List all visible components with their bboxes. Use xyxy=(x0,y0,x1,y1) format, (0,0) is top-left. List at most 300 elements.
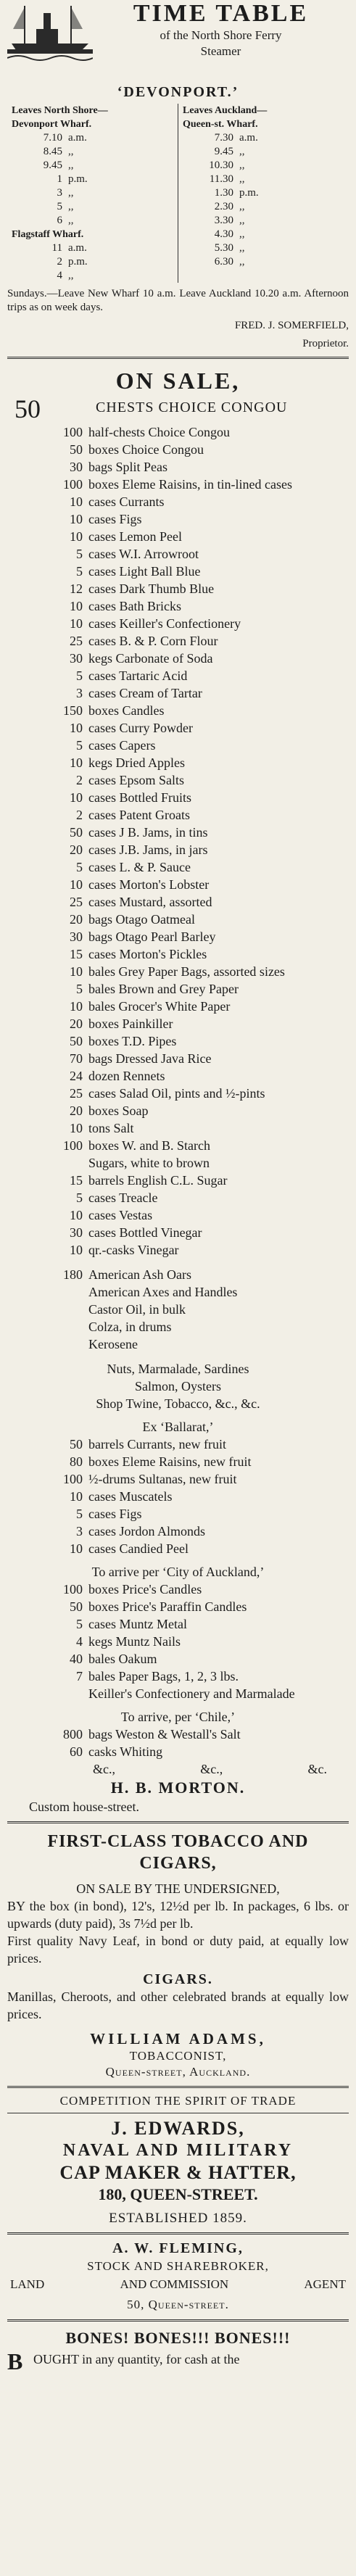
list-item xyxy=(7,1119,349,1137)
tobacconist-name: WILLIAM ADAMS, xyxy=(90,2030,266,2047)
timetable-row xyxy=(183,255,344,269)
merchant-address: Custom house-street. xyxy=(29,1800,139,1814)
item-quantity: 100 xyxy=(63,1582,83,1596)
item-quantity: 15 xyxy=(70,1173,83,1188)
departure-time: 4 xyxy=(57,270,62,281)
tobacco-paragraph: BY the box (in bond), 12's, 12½d per lb. In packages, 6 lbs. or upwards (duty paid), 3s 7½d per lb. xyxy=(7,1899,349,1931)
departure-time: 1.30 xyxy=(214,187,233,199)
item-quantity: 15 xyxy=(70,947,83,961)
list-item xyxy=(7,615,349,632)
item-quantity: 5 xyxy=(76,738,83,753)
goods-line: Nuts, Marmalade, Sardines xyxy=(107,1362,249,1376)
item-quantity: 100 xyxy=(63,1472,83,1486)
item-quantity: 50 xyxy=(70,825,83,840)
list-item xyxy=(7,528,349,545)
list-item xyxy=(7,980,349,998)
time-unit: ,, xyxy=(68,215,74,226)
departure-time: 11.30 xyxy=(209,173,233,185)
etc-line: &c., &c., &c. xyxy=(93,1762,327,1776)
departures-north-shore xyxy=(7,104,178,283)
list-item xyxy=(7,632,349,650)
time-unit: a.m. xyxy=(68,242,87,254)
hatter-name: J. EDWARDS, xyxy=(111,2118,245,2139)
item-quantity: 5 xyxy=(76,860,83,874)
item-description: bags Dressed Java Rice xyxy=(88,1051,212,1066)
tobacconist-address: Queen-street, Auckland. xyxy=(105,2065,251,2079)
list-item xyxy=(7,1650,349,1668)
item-quantity: 20 xyxy=(70,842,83,857)
item-description: cases W.I. Arrowroot xyxy=(88,547,199,561)
list-item xyxy=(7,597,349,615)
departure-time: 3 xyxy=(57,187,62,199)
list-item xyxy=(7,580,349,597)
departure-time: 10.30 xyxy=(209,160,233,171)
list-item xyxy=(7,1301,349,1318)
item-description: cases Bath Bricks xyxy=(88,599,181,613)
list-item xyxy=(7,1743,349,1760)
timetable-row xyxy=(12,145,173,159)
list-item xyxy=(7,1189,349,1206)
list-item xyxy=(7,719,349,737)
timetable-subtitle: of the North Shore Ferry xyxy=(160,28,282,42)
item-description: cases Patent Groats xyxy=(88,808,190,822)
hatter-line-2: CAP MAKER & HATTER, xyxy=(59,2162,297,2183)
list-item xyxy=(7,1470,349,1488)
item-quantity: 5 xyxy=(76,547,83,561)
item-quantity: 180 xyxy=(63,1267,83,1282)
timetable-row xyxy=(12,173,173,186)
item-quantity: 10 xyxy=(70,599,83,613)
timetable-row xyxy=(12,255,173,269)
item-description: cases Bottled Fruits xyxy=(88,790,191,805)
on-sale-ad xyxy=(7,368,349,1815)
item-description: boxes Price's Candles xyxy=(88,1582,202,1596)
item-description: cases Figs xyxy=(88,1507,142,1521)
item-description: cases Tartaric Acid xyxy=(88,668,188,683)
item-quantity: 5 xyxy=(76,1507,83,1521)
list-item xyxy=(7,1266,349,1283)
section-heading: To arrive per ‘City of Auckland,’ xyxy=(91,1565,265,1579)
item-description: bags Otago Oatmeal xyxy=(88,912,195,927)
time-unit: a.m. xyxy=(239,132,258,144)
item-quantity: 10 xyxy=(70,1208,83,1222)
list-item xyxy=(7,1436,349,1453)
time-unit: ,, xyxy=(239,160,245,171)
sunday-note: Sundays.—Leave New Wharf 10 a.m. Leave Auckland 10.20 a.m. Afternoon trips as on week days. xyxy=(7,288,349,313)
item-description: cases Treacle xyxy=(88,1190,158,1205)
item-description: cases Cream of Tartar xyxy=(88,686,202,700)
list-item xyxy=(7,1523,349,1540)
list-item xyxy=(7,1318,349,1335)
departure-time: 6.30 xyxy=(214,256,233,268)
time-unit: ,, xyxy=(239,242,245,254)
list-item xyxy=(7,476,349,493)
item-quantity: 10 xyxy=(70,964,83,979)
list-item xyxy=(7,1241,349,1259)
item-description: American Axes and Handles xyxy=(88,1285,238,1299)
list-item xyxy=(7,1615,349,1633)
list-item xyxy=(7,806,349,824)
item-description: cases Muscatels xyxy=(88,1489,173,1504)
list-item xyxy=(7,876,349,893)
item-description: Castor Oil, in bulk xyxy=(88,1302,186,1317)
established-year: ESTABLISHED 1859. xyxy=(109,2211,247,2226)
timetable-subtitle-2: Steamer xyxy=(200,44,241,58)
list-item xyxy=(7,1085,349,1102)
item-quantity: 10 xyxy=(70,1489,83,1504)
item-quantity: 150 xyxy=(63,703,83,718)
hatter-ad xyxy=(7,2094,349,2227)
timetable-row xyxy=(183,145,344,159)
list-item xyxy=(7,1154,349,1172)
item-description: cases Epsom Salts xyxy=(88,773,184,787)
item-description: cases Lemon Peel xyxy=(88,529,182,544)
sharebroker-ad xyxy=(7,2240,349,2314)
item-description: American Ash Oars xyxy=(88,1267,191,1282)
timetable-row xyxy=(183,131,344,145)
item-quantity: 50 xyxy=(70,442,83,457)
item-description: tons Salt xyxy=(88,1121,134,1135)
departure-time: 2 xyxy=(57,256,62,268)
list-item xyxy=(7,998,349,1015)
item-quantity: 10 xyxy=(70,877,83,892)
time-unit: p.m. xyxy=(68,256,88,268)
merchant-name: H. B. MORTON. xyxy=(110,1778,246,1797)
time-unit: ,, xyxy=(68,160,74,171)
item-quantity: 30 xyxy=(70,460,83,474)
bones-ad xyxy=(7,2329,349,2372)
item-description: cases Keiller's Confectionery xyxy=(88,616,241,631)
drop-cap: B xyxy=(7,2348,23,2374)
time-unit: ,, xyxy=(239,201,245,212)
item-quantity: 5 xyxy=(76,564,83,579)
tagline: COMPETITION THE SPIRIT OF TRADE xyxy=(59,2094,297,2108)
item-quantity: 80 xyxy=(70,1454,83,1469)
goods-line: Shop Twine, Tobacco, &c., &c. xyxy=(96,1396,260,1411)
list-item xyxy=(7,510,349,528)
column-header: Queen-st. Wharf. xyxy=(183,119,258,130)
cigars-heading: CIGARS. xyxy=(143,1971,213,1987)
item-description: cases Capers xyxy=(88,738,156,753)
timetable-row xyxy=(12,241,173,255)
item-quantity: 40 xyxy=(70,1652,83,1666)
proprietor-name: FRED. J. SOMERFIELD, xyxy=(234,320,349,331)
item-quantity: 7 xyxy=(76,1669,83,1683)
item-description: bales Brown and Grey Paper xyxy=(88,982,239,996)
time-unit: ,, xyxy=(68,146,74,157)
hatter-line-1: NAVAL AND MILITARY xyxy=(62,2141,294,2160)
list-item xyxy=(7,1172,349,1189)
departure-time: 8.45 xyxy=(43,146,62,157)
divider xyxy=(7,2086,349,2088)
steamship-icon xyxy=(7,0,93,65)
divider xyxy=(7,357,349,359)
item-description: cases B. & P. Corn Flour xyxy=(88,634,218,648)
item-description: bags Weston & Westall's Salt xyxy=(88,1727,241,1742)
item-quantity: 2 xyxy=(76,773,83,787)
item-description: cases Morton's Pickles xyxy=(88,947,207,961)
item-description: cases Morton's Lobster xyxy=(88,877,210,892)
broker-line-2: LAND AND COMMISSION AGENT xyxy=(10,2277,346,2291)
list-item: 50 CHESTS CHOICE CONGOU xyxy=(15,394,288,423)
item-description: cases Light Ball Blue xyxy=(88,564,201,579)
timetable-row xyxy=(183,214,344,228)
item-description: boxes Eleme Raisins, in tin-lined cases xyxy=(88,477,292,492)
item-description: boxes Candles xyxy=(88,703,165,718)
item-description: boxes Price's Paraffin Candles xyxy=(88,1599,247,1614)
list-item xyxy=(7,928,349,945)
list-item xyxy=(7,563,349,580)
list-item xyxy=(7,1032,349,1050)
item-quantity: 20 xyxy=(70,912,83,927)
list-item xyxy=(7,1067,349,1085)
item-quantity: 10 xyxy=(70,616,83,631)
item-description: Keiller's Confectionery and Marmalade xyxy=(88,1686,295,1701)
tobacco-heading: FIRST-CLASS TOBACCO AND CIGARS, xyxy=(47,1832,309,1873)
list-item xyxy=(7,1540,349,1557)
list-item xyxy=(7,1015,349,1032)
list-item xyxy=(7,1206,349,1224)
item-description: bales Paper Bags, 1, 2, 3 lbs. xyxy=(88,1669,239,1683)
timetable-row xyxy=(12,200,173,214)
item-description: cases Currants xyxy=(88,494,165,509)
item-quantity: 5 xyxy=(76,1617,83,1631)
item-description: boxes Choice Congou xyxy=(88,442,204,457)
timetable-row xyxy=(12,159,173,173)
list-item xyxy=(7,667,349,684)
departures-auckland xyxy=(178,104,349,283)
item-description: boxes Painkiller xyxy=(88,1016,173,1031)
list-item xyxy=(7,650,349,667)
item-quantity: 25 xyxy=(70,895,83,909)
ferry-timetable-ad xyxy=(7,0,349,351)
item-description: Colza, in drums xyxy=(88,1320,172,1334)
item-quantity: 30 xyxy=(70,929,83,944)
list-item xyxy=(7,858,349,876)
item-quantity: 20 xyxy=(70,1103,83,1118)
departure-time: 5.30 xyxy=(214,242,233,254)
item-quantity: 30 xyxy=(70,1225,83,1240)
item-description: cases Vestas xyxy=(88,1208,153,1222)
item-quantity: 25 xyxy=(70,634,83,648)
item-description: kegs Muntz Nails xyxy=(88,1634,181,1649)
column-header: Devonport Wharf. xyxy=(12,119,92,130)
time-unit: ,, xyxy=(239,228,245,240)
item-description: dozen Rennets xyxy=(88,1069,165,1083)
time-unit: p.m. xyxy=(68,173,88,185)
divider xyxy=(7,2232,349,2235)
list-item xyxy=(7,1598,349,1615)
tobacco-paragraph: First quality Navy Leaf, in bond or duty paid, at equally low prices. xyxy=(7,1934,349,1966)
time-unit: ,, xyxy=(239,173,245,185)
item-description: half-chests Choice Congou xyxy=(88,425,230,439)
item-quantity: 2 xyxy=(76,808,83,822)
departure-time: 1 xyxy=(57,173,62,185)
item-quantity: 30 xyxy=(70,651,83,666)
departure-time: 11 xyxy=(51,242,62,254)
time-unit: p.m. xyxy=(239,187,259,199)
item-quantity: 25 xyxy=(70,1086,83,1101)
proprietor-title: Proprietor. xyxy=(302,338,349,349)
list-item xyxy=(7,1505,349,1523)
time-unit: ,, xyxy=(68,187,74,199)
item-description: cases Dark Thumb Blue xyxy=(88,581,215,596)
item-quantity: 50 xyxy=(70,1034,83,1048)
item-quantity: 60 xyxy=(70,1744,83,1759)
time-unit: a.m. xyxy=(68,132,87,144)
item-description: bales Grocer's White Paper xyxy=(88,999,231,1014)
list-item xyxy=(7,754,349,771)
broker-name: A. W. FLEMING, xyxy=(112,2240,244,2256)
item-description: Sugars, white to brown xyxy=(88,1156,210,1170)
list-item xyxy=(7,1685,349,1702)
item-quantity: 3 xyxy=(76,1524,83,1538)
list-item xyxy=(7,493,349,510)
list-item xyxy=(7,1633,349,1650)
tobacconist-trade: TOBACCONIST, xyxy=(129,2049,227,2063)
divider xyxy=(7,2319,349,2322)
vessel-name: ‘DEVONPORT.’ xyxy=(117,84,239,100)
list-item xyxy=(7,1137,349,1154)
list-item xyxy=(7,737,349,754)
item-description: bags Otago Pearl Barley xyxy=(88,929,216,944)
item-quantity: 10 xyxy=(70,999,83,1014)
item-quantity: 10 xyxy=(70,1121,83,1135)
timetable-row xyxy=(183,186,344,200)
list-item xyxy=(7,771,349,789)
column-header: Flagstaff Wharf. xyxy=(12,229,84,240)
timetable-row xyxy=(183,159,344,173)
list-item xyxy=(7,963,349,980)
list-item xyxy=(7,458,349,476)
departure-time: 6 xyxy=(57,215,62,226)
list-item xyxy=(7,1453,349,1470)
item-description: cases Bottled Vinegar xyxy=(88,1225,202,1240)
item-description: cases Candied Peel xyxy=(88,1541,189,1556)
timetable-row xyxy=(12,131,173,145)
timetable-row xyxy=(12,186,173,200)
list-item xyxy=(7,1581,349,1598)
list-item xyxy=(7,1224,349,1241)
broker-line-1: STOCK AND SHAREBROKER, xyxy=(87,2259,269,2273)
item-description: Kerosene xyxy=(88,1337,138,1351)
item-quantity: 5 xyxy=(76,668,83,683)
item-description: boxes W. and B. Starch xyxy=(88,1138,210,1153)
item-description: qr.-casks Vinegar xyxy=(88,1243,179,1257)
list-item xyxy=(7,789,349,806)
time-unit: ,, xyxy=(68,201,74,212)
departure-time: 7.10 xyxy=(43,132,62,144)
list-item xyxy=(7,545,349,563)
tobacco-subheading: ON SALE BY THE UNDERSIGNED, xyxy=(76,1881,280,1896)
time-unit: ,, xyxy=(239,146,245,157)
departure-time: 9.45 xyxy=(214,146,233,157)
item-description: ½-drums Sultanas, new fruit xyxy=(88,1472,237,1486)
cigars-paragraph: Manillas, Cheroots, and other celebrated brands at equally low prices. xyxy=(7,1989,349,2021)
item-description: bales Grey Paper Bags, assorted sizes xyxy=(88,964,285,979)
bones-text: B OUGHT in any quantity, for cash at the xyxy=(7,2348,240,2374)
item-quantity: 20 xyxy=(70,1016,83,1031)
item-description: casks Whiting xyxy=(88,1744,163,1759)
departure-time: 2.30 xyxy=(214,201,233,212)
time-unit: ,, xyxy=(239,215,245,226)
tobacco-ad xyxy=(7,1831,349,2080)
timetable-row xyxy=(183,241,344,255)
item-quantity: 10 xyxy=(70,512,83,526)
timetable-row xyxy=(183,200,344,214)
divider xyxy=(7,1821,349,1823)
timetable-row xyxy=(12,269,173,283)
item-description: kegs Dried Apples xyxy=(88,755,185,770)
item-description: boxes T.D. Pipes xyxy=(88,1034,177,1048)
item-description: boxes Soap xyxy=(88,1103,149,1118)
item-description: cases Mustard, assorted xyxy=(88,895,212,909)
item-quantity: 800 xyxy=(63,1727,83,1742)
hatter-address: 180, QUEEN-STREET. xyxy=(98,2185,258,2203)
list-item xyxy=(7,1668,349,1685)
item-quantity: 10 xyxy=(70,1243,83,1257)
item-description: cases Figs xyxy=(88,512,142,526)
item-description: barrels English C.L. Sugar xyxy=(88,1173,228,1188)
goods-line: Salmon, Oysters xyxy=(135,1379,221,1393)
timetable-title: TIME TABLE xyxy=(133,0,309,27)
list-item xyxy=(7,893,349,911)
list-item xyxy=(7,824,349,841)
item-description: cases Muntz Metal xyxy=(88,1617,187,1631)
item-quantity: 5 xyxy=(76,1190,83,1205)
time-unit: ,, xyxy=(239,256,245,268)
item-quantity: 100 xyxy=(63,477,83,492)
item-quantity: 70 xyxy=(70,1051,83,1066)
item-quantity: 10 xyxy=(70,1541,83,1556)
section-heading: Ex ‘Ballarat,’ xyxy=(142,1420,214,1434)
item-quantity: 10 xyxy=(70,721,83,735)
item-quantity: 10 xyxy=(70,790,83,805)
item-description: bales Oakum xyxy=(88,1652,157,1666)
item-quantity: 5 xyxy=(76,982,83,996)
list-item xyxy=(7,1283,349,1301)
item-description: cases J.B. Jams, in jars xyxy=(88,842,208,857)
item-quantity: 3 xyxy=(76,686,83,700)
list-item xyxy=(7,911,349,928)
item-description: bags Split Peas xyxy=(88,460,168,474)
list-item xyxy=(7,1335,349,1353)
timetable-row xyxy=(183,173,344,186)
departure-time: 4.30 xyxy=(214,228,233,240)
item-description: cases L. & P. Sauce xyxy=(88,860,191,874)
item-quantity: 10 xyxy=(70,755,83,770)
departure-time: 9.45 xyxy=(43,160,62,171)
item-description: kegs Carbonate of Soda xyxy=(88,651,213,666)
item-description: boxes Eleme Raisins, new fruit xyxy=(88,1454,252,1469)
item-quantity: 24 xyxy=(70,1069,83,1083)
list-item xyxy=(7,945,349,963)
section-heading: To arrive, per ‘Chile,’ xyxy=(120,1710,236,1724)
time-unit: ,, xyxy=(68,270,74,281)
item-quantity: 4 xyxy=(76,1634,83,1649)
list-item xyxy=(7,1488,349,1505)
item-quantity: 10 xyxy=(70,529,83,544)
item-description: barrels Currants, new fruit xyxy=(88,1437,226,1451)
item-description: cases Jordon Almonds xyxy=(88,1524,205,1538)
item-quantity: 50 xyxy=(70,1437,83,1451)
item-description: cases Salad Oil, pints and ½-pints xyxy=(88,1086,265,1101)
list-item xyxy=(7,1102,349,1119)
list-item xyxy=(7,684,349,702)
item-quantity: 10 xyxy=(70,494,83,509)
list-item xyxy=(7,841,349,858)
list-item xyxy=(7,1726,349,1743)
